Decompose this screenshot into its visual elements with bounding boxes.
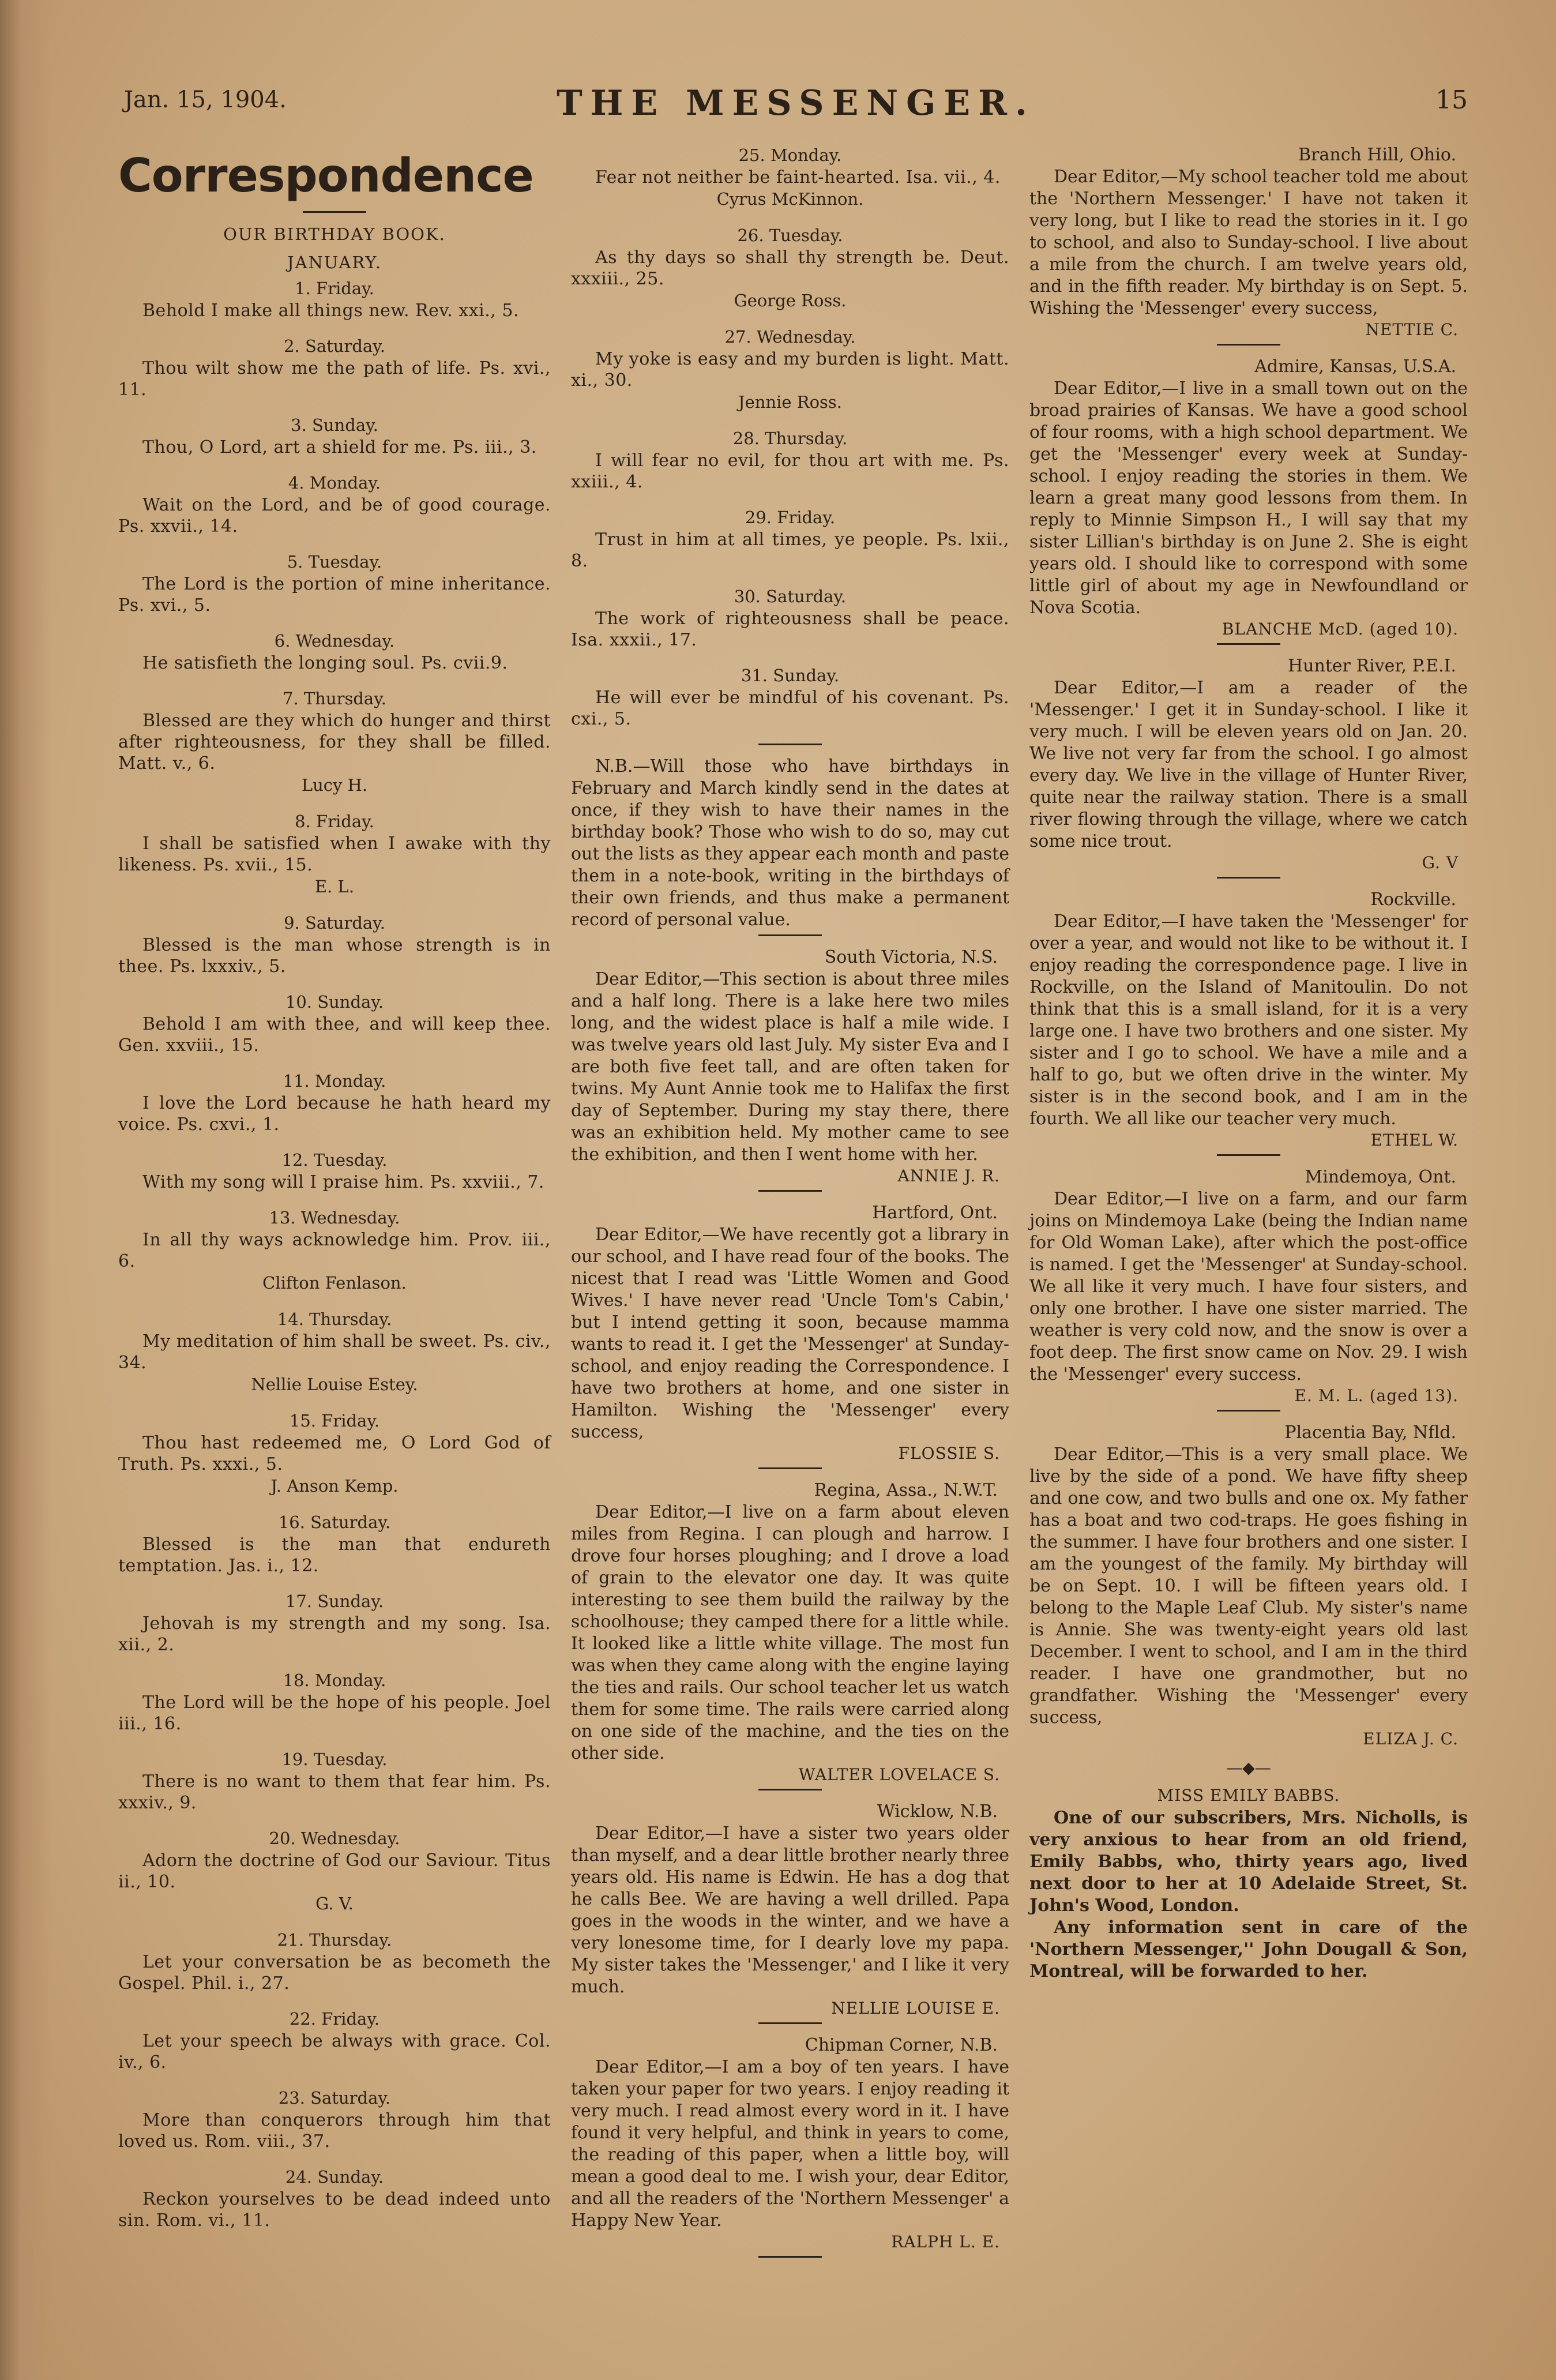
entry-day: 31. Sunday.	[741, 666, 840, 685]
birthday-entry	[118, 551, 551, 616]
entry-day: 28. Thursday.	[732, 429, 848, 448]
letter	[571, 1202, 1009, 1469]
birthday-entry	[118, 2008, 551, 2073]
notice-heading: MISS EMILY BABBS.	[1157, 1786, 1340, 1805]
birthday-entry	[118, 1929, 551, 1994]
entry-day: 13. Wednesday.	[269, 1208, 400, 1227]
entry-verse: Behold I make all things new. Rev. xxi., 5.	[142, 301, 519, 321]
entry-verse: More than conquerors through him that loved us. Rom. viii., 37.	[118, 2110, 551, 2152]
entry-day: 4. Monday.	[288, 473, 381, 493]
entry-name: Lucy H.	[301, 775, 368, 795]
letter-signature: BLANCHE McD. (aged 10).	[1222, 620, 1459, 639]
letter-body: Dear Editor,—I live in a small town out on the broad prairies of Kansas. We have a good school of four rooms, with a high school department. We get the 'Messenger' every week at Sunday-school. I enjoy reading the stories in them. We learn a great many good lessons from them. In reply to Minnie Simpson H., I will say that my sister Lillian's birthday is on June 2. She is eight years old. I should like to correspond with some little girl of about my age in Newfoundland or Nova Scotia.	[1029, 378, 1468, 618]
birthday-entry	[118, 414, 551, 458]
letter-signature: RALPH L. E.	[891, 2232, 1000, 2251]
entry-verse: Blessed is the man that endureth temptation. Jas. i., 12.	[118, 1534, 551, 1576]
birthday-entry	[118, 1410, 551, 1497]
birthday-entry	[571, 224, 1009, 312]
birthday-entry	[118, 1669, 551, 1735]
birthday-entries-part-2	[571, 144, 1009, 730]
entry-day: 27. Wednesday.	[724, 327, 856, 347]
entry-verse: Reckon yourselves to be dead indeed unto sin. Rom. vi., 11.	[118, 2189, 551, 2231]
letter-signature: ELIZA J. C.	[1363, 1729, 1459, 1748]
entry-day: 10. Sunday.	[285, 992, 384, 1012]
letter-place: Placentia Bay, Nfld.	[1284, 1422, 1456, 1443]
entry-day: 9. Saturday.	[284, 913, 385, 933]
letters-part-1	[571, 947, 1009, 2258]
birthday-entry	[118, 1827, 551, 1915]
entry-name: Clifton Fenlason.	[262, 1273, 407, 1293]
entry-day: 1. Friday.	[295, 279, 374, 298]
entry-verse: Fear not neither be faint-hearted. Isa. vii., 4.	[595, 167, 1001, 187]
letter-rule	[758, 2256, 822, 2258]
letter-body: Dear Editor,—I have a sister two years older than myself, and a dear little brother nearly three years old. His name is Edwin. He has a dog that he calls Bee. We are having a well drilled. Papa goes in the woods in the winter, and we have a very lonesome time, for I dearly love my papa. My sister takes the 'Messenger,' and I like it very much.	[571, 1823, 1009, 1997]
letter-rule	[1217, 1410, 1280, 1412]
letter-place: Regina, Assa., N.W.T.	[814, 1480, 998, 1500]
letter-rule	[758, 1467, 822, 1469]
entry-verse: My yoke is easy and my burden is light. Matt. xi., 30.	[571, 349, 1009, 391]
notice-paragraph: Any information sent in care of the 'Northern Messenger,'' John Dougall & Son, Montreal, will be forwarded to her.	[1029, 1917, 1468, 1981]
entry-day: 2. Saturday.	[284, 336, 385, 356]
entry-day: 29. Friday.	[745, 508, 836, 527]
letter-place: South Victoria, N.S.	[824, 947, 998, 967]
birthday-entry	[118, 472, 551, 537]
entry-verse: Adorn the doctrine of God our Saviour. Titus ii., 10.	[118, 1850, 551, 1892]
entry-verse: Let your speech be always with grace. Col. iv., 6.	[118, 2031, 551, 2073]
letter-signature: ANNIE J. R.	[897, 1166, 1000, 1185]
issue-date: Jan. 15, 1904.	[124, 87, 287, 113]
notice-ornament: —◆—	[1226, 1758, 1271, 1777]
entry-day: 6. Wednesday.	[274, 631, 395, 651]
letter-place: Chipman Corner, N.B.	[805, 2035, 998, 2055]
column-3	[1029, 144, 1468, 1983]
birthday-entries-part-1	[118, 277, 551, 2231]
entry-verse: Jehovah is my strength and my song. Isa. xii., 2.	[118, 1613, 551, 1655]
entry-day: 30. Saturday.	[734, 587, 847, 606]
letter-place: Wicklow, N.B.	[877, 1801, 998, 1822]
letter-place: Admire, Kansas, U.S.A.	[1254, 356, 1456, 377]
letter-body: Dear Editor,—We have recently got a library in our school, and I have read four of the books. The nicest that I read was 'Little Women and Good Wives.' I have never read 'Uncle Tom's Cabin,' but I intend getting it soon, because mamma wants to read it. I get the 'Messenger' at Sunday-school, and enjoy reading the Correspondence. I have two brothers at home, and one sister in Hamilton. Wishing the 'Messenger' every success,	[571, 1225, 1009, 1442]
entry-verse: Let your conversation be as becometh the Gospel. Phil. i., 27.	[118, 1952, 551, 1994]
entry-day: 24. Sunday.	[285, 2167, 384, 2187]
letter-place: Hunter River, P.E.I.	[1288, 656, 1456, 676]
letter-rule	[1217, 877, 1280, 879]
entry-verse: Trust in him at all times, ye people. Ps. lxii., 8.	[571, 530, 1009, 571]
birthday-entry	[118, 2166, 551, 2231]
letter-signature: E. M. L. (aged 13).	[1294, 1386, 1459, 1405]
letters-rule	[758, 934, 822, 936]
entry-day: 20. Wednesday.	[269, 1829, 400, 1848]
birthday-entry	[571, 585, 1009, 651]
entry-name: Cyrus McKinnon.	[716, 189, 864, 209]
letter-place: Hartford, Ont.	[872, 1203, 998, 1223]
letter-signature: NELLIE LOUISE E.	[831, 1999, 1000, 2018]
entry-verse: He will ever be mindful of his covenant. Ps. cxi., 5.	[571, 688, 1009, 729]
birthday-entry	[118, 912, 551, 977]
letter-body: Dear Editor,—I am a boy of ten years. I have taken your paper for two years. I enjoy reading it very much. I read almost every word in it. I have found it very helpful, and think in years to come, the reading of this paper, when a little boy, will mean a good deal to me. I wish your, dear Editor, and all the readers of the 'Northern Messenger' a Happy New Year.	[571, 2057, 1009, 2231]
letter-rule	[758, 2022, 822, 2024]
letter	[571, 2034, 1009, 2258]
letter-place: Mindemoya, Ont.	[1305, 1167, 1456, 1187]
entry-day: 14. Thursday.	[277, 1309, 392, 1329]
entry-verse: I shall be satisfied when I awake with thy likeness. Ps. xvii., 15.	[118, 834, 551, 875]
entry-verse: Blessed are they which do hunger and thirst after righteousness, for they shall be filled. Matt. v., 6.	[118, 711, 551, 774]
column-1	[118, 144, 551, 2245]
birthday-entry	[118, 991, 551, 1056]
entry-day: 22. Friday.	[289, 2009, 380, 2029]
entry-name: Nellie Louise Estey.	[251, 1375, 418, 1394]
entry-name: J. Anson Kemp.	[270, 1476, 399, 1496]
entry-verse: The work of righteousness shall be peace. Isa. xxxii., 17.	[571, 609, 1009, 650]
letter	[571, 1801, 1009, 2024]
letters-part-2	[1029, 144, 1468, 1750]
birthday-entry	[118, 1308, 551, 1396]
entry-day: 23. Saturday.	[278, 2088, 391, 2108]
birthday-entry	[571, 427, 1009, 493]
birthday-entry	[571, 506, 1009, 572]
entry-name: Jennie Ross.	[738, 392, 843, 412]
letter	[571, 947, 1009, 1192]
entry-day: 8. Friday.	[295, 812, 374, 831]
letter-rule	[1217, 643, 1280, 645]
birthday-entry	[118, 1207, 551, 1294]
letter-body: Dear Editor,—I am a reader of the 'Messenger.' I get it in Sunday-school. I like it very much. I will be eleven years old on Jan. 20. We live not very far from the school. I go almost every day. We live in the village of Hunter River, quite near the railway station. There is a small river flowing through the village, where we catch some nice trout.	[1029, 678, 1468, 851]
letter	[1029, 1166, 1468, 1412]
letter-place: Rockville.	[1370, 889, 1456, 910]
entry-day: 17. Sunday.	[285, 1591, 384, 1611]
birthday-entry	[571, 665, 1009, 730]
letter	[1029, 889, 1468, 1156]
entry-verse: I love the Lord because he hath heard my voice. Ps. cxvi., 1.	[118, 1093, 551, 1135]
letter-place: Branch Hill, Ohio.	[1298, 145, 1456, 165]
letter-signature: NETTIE C.	[1365, 320, 1459, 339]
letter-signature: G. V	[1422, 853, 1459, 872]
birthday-entry	[571, 144, 1009, 211]
entry-day: 3. Sunday.	[291, 415, 378, 435]
entry-day: 5. Tuesday.	[287, 552, 382, 572]
entry-day: 7. Thursday.	[283, 689, 386, 708]
letter-body: Dear Editor,—This section is about three miles and a half long. There is a lake here two miles long, and the widest place is half a mile wide. I was twelve years old last July. My sister Eva and I are both five feet tall, and are often taken for twins. My Aunt Annie took me to Halifax the first day of September. During my stay there, there was an exhibition held. My mother came to see the exhibition, and then I went home with her.	[571, 969, 1009, 1165]
entry-verse: Blessed is the man whose strength is in thee. Ps. lxxxiv., 5.	[118, 935, 551, 977]
entry-verse: The Lord will be the hope of his people. Joel iii., 16.	[118, 1692, 551, 1734]
entry-day: 26. Tuesday.	[737, 226, 843, 245]
entry-day: 19. Tuesday.	[281, 1750, 388, 1769]
entry-day: 12. Tuesday.	[281, 1150, 388, 1170]
entry-name: E. L.	[314, 877, 355, 896]
birthday-entry	[118, 335, 551, 400]
entry-verse: In all thy ways acknowledge him. Prov. iii., 6.	[118, 1230, 551, 1271]
letter	[1029, 144, 1468, 346]
letter-signature: FLOSSIE S.	[898, 1444, 1000, 1463]
entry-verse: My meditation of him shall be sweet. Ps. civ., 34.	[118, 1331, 551, 1373]
letter-rule	[758, 1789, 822, 1790]
birthday-entry	[118, 1748, 551, 1814]
entry-day: 25. Monday.	[738, 145, 842, 165]
letter-rule	[1217, 1154, 1280, 1156]
section-title: Correspondence	[118, 149, 533, 202]
entry-verse: As thy days so shall thy strength be. Deut. xxxiii., 25.	[571, 247, 1009, 289]
letter	[1029, 655, 1468, 879]
column-2	[571, 144, 1009, 2268]
birthday-entry	[118, 2087, 551, 2152]
letter-body: Dear Editor,—I live on a farm, and our farm joins on Mindemoya Lake (being the Indian name for Old Woman Lake), after which the post-office is named. I get the 'Messenger' at Sunday-school. We all like it very much. I have four sisters, and only one brother. I have one sister married. The weather is very cold now, and the snow is over a foot deep. The first snow came on Nov. 29. I wish the 'Messenger' every success.	[1029, 1189, 1468, 1384]
month-heading: JANUARY.	[287, 253, 382, 272]
entry-verse: Wait on the Lord, and be of good courage. Ps. xxvii., 14.	[118, 495, 551, 536]
letter-body: Dear Editor,—I live on a farm about eleven miles from Regina. I can plough and harrow. I drove four horses ploughing; and I drove a load of grain to the elevator one day. It was quite interesting to see them build the railway by the schoolhouse; they camped there for a little while. It looked like a little white village. The most fun was when they came along with the engine laying the ties and rails. Our school teacher let us watch them for some time. The rails were carried along on one side of the machine, and the ties on the other side.	[571, 1502, 1009, 1763]
birthday-entry	[571, 326, 1009, 414]
birthday-book-heading: OUR BIRTHDAY BOOK.	[223, 224, 446, 244]
entry-verse: He satisfieth the longing soul. Ps. cvii.9.	[142, 653, 508, 673]
entry-verse: Thou, O Lord, art a shield for me. Ps. iii., 3.	[142, 437, 537, 457]
entry-name: George Ross.	[734, 291, 847, 310]
letter	[1029, 356, 1468, 645]
birthday-entry	[118, 810, 551, 898]
entry-verse: There is no want to them that fear him. Ps. xxxiv., 9.	[118, 1771, 551, 1813]
notice-paragraph: One of our subscribers, Mrs. Nicholls, is very anxious to hear from an old friend, Emily Babbs, who, thirty years ago, lived next door to her at 10 Adelaide Street, St. John's Wood, London.	[1029, 1808, 1468, 1916]
letter-body: Dear Editor,—This is a very small place. We live by the side of a pond. We have fifty sheep and one cow, and two bulls and one ox. My father has a boat and two cod-traps. He goes fishing in the summer. I have four brothers and one sister. I am the youngest of the family. My birthday will be on Sept. 10. I will be fifteen years old. I belong to the Maple Leaf Club. My sister's name is Annie. She was twenty-eight years old last December. I went to school, and I am in the third reader. I have one grandmother, but no grandfather. Wishing the 'Messenger' every success,	[1029, 1444, 1468, 1728]
birthday-entry	[118, 688, 551, 797]
birthday-entry	[118, 630, 551, 674]
masthead-title: THE MESSENGER.	[557, 83, 1035, 123]
entry-day: 11. Monday.	[283, 1071, 386, 1091]
entry-day: 21. Thursday.	[277, 1930, 392, 1950]
birthday-entry	[118, 277, 551, 321]
letter	[571, 1480, 1009, 1790]
page-header	[124, 83, 1468, 133]
entry-verse: Behold I am with thee, and will keep thee. Gen. xxviii., 15.	[118, 1014, 551, 1056]
letter-rule	[1217, 344, 1280, 346]
letter-body: Dear Editor,—My school teacher told me about the 'Northern Messenger.' I have not taken it very long, but I like to read the stories in it. I go to school, and also to Sunday-school. I live about a mile from the church. I am twelve years old, and in the fifth reader. My birthday is on Sept. 5. Wishing the 'Messenger' every success,	[1029, 167, 1468, 318]
entry-verse: Thou wilt show me the path of life. Ps. xvi., 11.	[118, 358, 551, 400]
page-number: 15	[1435, 85, 1468, 115]
birthday-entry	[118, 1511, 551, 1576]
letter-signature: ETHEL W.	[1370, 1131, 1459, 1150]
letter-signature: WALTER LOVELACE S.	[798, 1765, 1000, 1784]
entry-day: 18. Monday.	[283, 1670, 386, 1690]
birthday-note: N.B.—Will those who have birthdays in February and March kindly send in the dates at once, if they wish to have their names in the birthday book? Those who wish to do so, may cut out the lists as they appear each month and paste them in a note-book, writing in the birthdays of their own friends, and thus make a permanent record of personal value.	[571, 756, 1009, 930]
entry-day: 16. Saturday.	[278, 1512, 391, 1532]
entry-verse: With my song will I praise him. Ps. xxviii., 7.	[142, 1172, 544, 1192]
entry-name: G. V.	[315, 1894, 354, 1913]
entry-day: 15. Friday.	[289, 1411, 380, 1431]
birthday-entry	[118, 1070, 551, 1135]
birthday-entry	[118, 1590, 551, 1656]
entry-verse: Thou hast redeemed me, O Lord God of Truth. Ps. xxxi., 5.	[118, 1433, 551, 1474]
letter-rule	[758, 1190, 822, 1192]
note-rule	[758, 744, 822, 745]
letter	[1029, 1422, 1468, 1750]
title-rule	[303, 211, 366, 213]
letter-body: Dear Editor,—I have taken the 'Messenger' for over a year, and would not like to be without it. I enjoy reading the correspondence page. I live in Rockville, on the Island of Manitoulin. Do not think that this is a small island, for it is a very large one. I have two brothers and one sister. My sister and I go to school. We have a mile and a half to go, but we often drive in the winter. My sister is in the second book, and I am in the fourth. We all like our teacher very much.	[1029, 911, 1468, 1129]
entry-verse: The Lord is the portion of mine inheritance. Ps. xvi., 5.	[118, 574, 551, 615]
birthday-entry	[118, 1149, 551, 1193]
page-edge-shadow	[0, 0, 52, 2380]
entry-verse: I will fear no evil, for thou art with me. Ps. xxiii., 4.	[571, 451, 1009, 492]
